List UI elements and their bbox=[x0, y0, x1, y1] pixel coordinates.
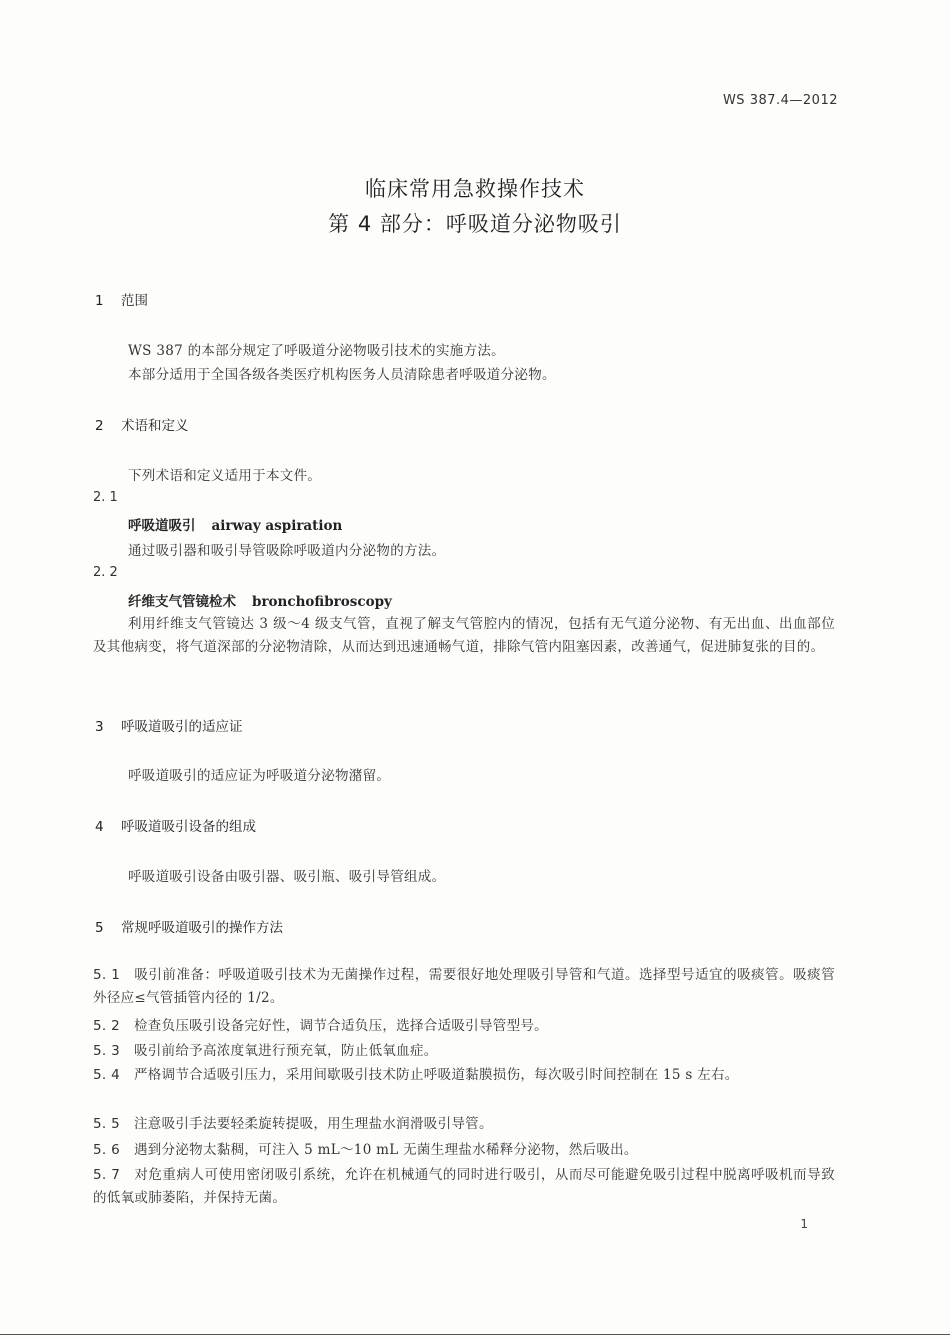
title-line-2: 第 4 部分：呼吸道分泌物吸引 bbox=[328, 212, 622, 236]
term-1-en: airway aspiration bbox=[211, 518, 343, 534]
term-2-zh: 纤维支气管镜检术 bbox=[128, 594, 236, 610]
term-2-en: bronchofibroscopy bbox=[252, 594, 392, 610]
section-title: 常规呼吸道吸引的操作方法 bbox=[121, 920, 283, 936]
section-1-line-1: WS 387 的本部分规定了呼吸道分泌物吸引技术的实施方法。 bbox=[128, 343, 505, 359]
title-line-1: 临床常用急救操作技术 bbox=[365, 177, 585, 201]
item-number: 5. 2 bbox=[93, 1018, 120, 1034]
bottom-rule bbox=[0, 1334, 950, 1335]
section-number: 4 bbox=[95, 819, 104, 835]
list-item bbox=[93, 1064, 835, 1087]
item-text: 注意吸引手法要轻柔旋转提吸，用生理盐水润滑吸引导管。 bbox=[133, 1116, 493, 1132]
term-2-name bbox=[128, 590, 392, 610]
section-number: 3 bbox=[95, 719, 104, 735]
item-number: 5. 1 bbox=[93, 967, 121, 983]
page-number: 1 bbox=[800, 1217, 808, 1231]
item-text: 遇到分泌物太黏稠，可注入 5 mL～10 mL 无菌生理盐水稀释分泌物，然后吸出。 bbox=[133, 1142, 638, 1158]
item-text: 对危重病人可使用密闭吸引系统，允许在机械通气的同时进行吸引，从而尽可能避免吸引过程中脱离呼吸机而导致的低氧或肺萎陷，并保持无菌。 bbox=[93, 1167, 836, 1206]
term-1-definition: 通过吸引器和吸引导管吸除呼吸道内分泌物的方法。 bbox=[128, 543, 446, 559]
list-item bbox=[93, 1164, 835, 1210]
item-number: 5. 3 bbox=[93, 1043, 120, 1059]
term-2-number: 2. 2 bbox=[93, 565, 118, 580]
section-2-intro: 下列术语和定义适用于本文件。 bbox=[128, 468, 322, 484]
item-number: 5. 4 bbox=[93, 1067, 120, 1083]
item-text: 吸引前准备：呼吸道吸引技术为无菌操作过程，需要很好地处理吸引导管和气道。选择型号适宜的吸痰管。吸痰管外径应≤气管插管内径的 1/2。 bbox=[93, 967, 836, 1006]
item-text: 严格调节合适吸引压力，采用间歇吸引技术防止呼吸道黏膜损伤，每次吸引时间控制在 15 s 左右。 bbox=[133, 1067, 739, 1083]
item-number: 5. 7 bbox=[93, 1167, 121, 1183]
item-text: 吸引前给予高浓度氧进行预充氧，防止低氧血症。 bbox=[133, 1043, 438, 1059]
section-3-text: 呼吸道吸引的适应证为呼吸道分泌物潴留。 bbox=[128, 768, 391, 784]
section-title: 呼吸道吸引的适应证 bbox=[121, 719, 243, 735]
section-2-heading bbox=[95, 414, 189, 434]
term-1-zh: 呼吸道吸引 bbox=[128, 518, 196, 534]
list-item bbox=[93, 1139, 835, 1162]
section-number: 2 bbox=[95, 418, 104, 434]
section-4-heading bbox=[95, 815, 256, 835]
item-number: 5. 5 bbox=[93, 1116, 120, 1132]
list-item bbox=[93, 1040, 835, 1063]
standard-code: WS 387.4—2012 bbox=[722, 93, 838, 108]
item-number: 5. 6 bbox=[93, 1142, 120, 1158]
section-5-heading bbox=[95, 916, 283, 936]
list-item bbox=[93, 1015, 835, 1038]
section-number: 1 bbox=[95, 293, 104, 309]
section-4-text: 呼吸道吸引设备由吸引器、吸引瓶、吸引导管组成。 bbox=[128, 869, 446, 885]
term-2-definition: 利用纤维支气管镜达 3 级～4 级支气管，直视了解支气管腔内的情况，包括有无气道分泌物、有无出血、出血部位及其他病变，将气道深部的分泌物清除，从而达到迅速通畅气道，排除气管内阻塞因素，改善通气，促进肺复张的目的。 bbox=[93, 616, 835, 655]
section-title: 呼吸道吸引设备的组成 bbox=[121, 819, 256, 835]
section-number: 5 bbox=[95, 920, 104, 936]
section-3-heading bbox=[95, 715, 243, 735]
term-1-number: 2. 1 bbox=[93, 490, 118, 505]
section-1-line-2: 本部分适用于全国各级各类医疗机构医务人员清除患者呼吸道分泌物。 bbox=[128, 367, 556, 383]
item-text: 检查负压吸引设备完好性，调节合适负压，选择合适吸引导管型号。 bbox=[133, 1018, 548, 1034]
list-item bbox=[93, 964, 835, 1010]
term-1-name bbox=[128, 514, 342, 534]
section-1-heading bbox=[95, 289, 148, 309]
document-title bbox=[0, 172, 950, 242]
section-title: 术语和定义 bbox=[121, 418, 189, 434]
list-item bbox=[93, 1113, 835, 1136]
section-title: 范围 bbox=[121, 293, 148, 309]
